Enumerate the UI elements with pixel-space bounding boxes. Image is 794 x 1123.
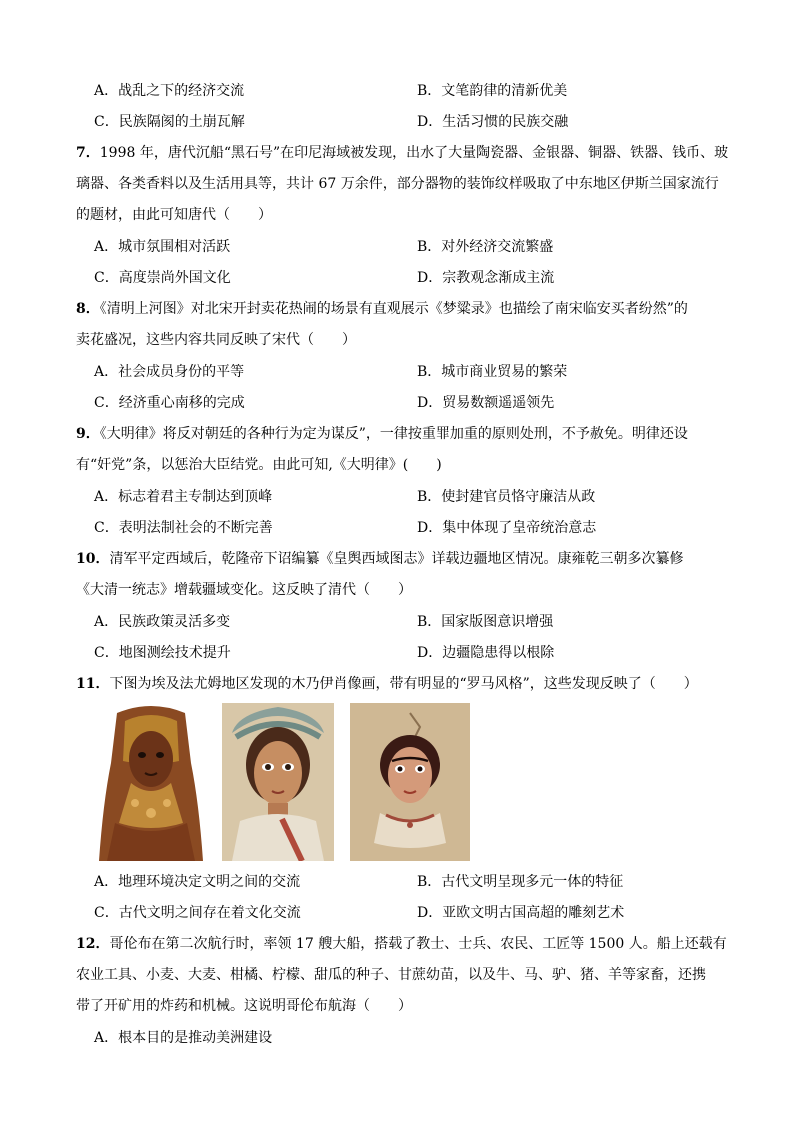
q7-option-d: D．宗教观念渐成主流: [417, 270, 555, 286]
q9-stem-line1: [76, 424, 726, 444]
q7-stem-line2: 璃器、各类香料以及生活用具等，共计 67 万余件，部分器物的装饰纹样吸取了中东地区伊斯兰国家流行: [76, 176, 719, 192]
q7-text1: 1998 年，唐代沉船“黑石号”在印尼海域被发现，出水了大量陶瓷器、金银器、铜器、铁器、钱币、玻: [99, 145, 729, 161]
q11-option-d: D．亚欧文明古国高超的雕刻艺术: [417, 905, 625, 921]
q11-stem-line1: [76, 674, 726, 694]
q11-text1: 下图为埃及法尤姆地区发现的木乃伊肖像画，带有明显的“罗马风格”，这些发现反映了（ ）: [109, 676, 698, 692]
q9-option-b: B．使封建官员恪守廉洁从政: [417, 489, 596, 505]
q9-number: 9．: [76, 426, 100, 442]
q12-number: 12．: [76, 936, 110, 952]
mummy-portraits-figure: [95, 703, 475, 863]
q12-option-a: A．根本目的是推动美洲建设: [94, 1030, 273, 1046]
mummy-portrait-1-image: [95, 703, 207, 861]
q8-option-a: A．社会成员身份的平等: [94, 364, 245, 380]
q7-stem-line3: 的题材，由此可知唐代（ ）: [76, 207, 272, 223]
q7-option-c: C．高度崇尚外国文化: [94, 270, 231, 286]
q9-option-c: C．表明法制社会的不断完善: [94, 520, 273, 536]
q10-option-b: B．国家版图意识增强: [417, 614, 554, 630]
q9-stem-line2: 有“奸党”条，以惩治大臣结党。由此可知,《大明律》( ): [76, 457, 442, 473]
q12-stem-line1: [76, 934, 726, 954]
q7-option-a: A．城市氛围相对活跃: [94, 239, 231, 255]
q8-number: 8．: [76, 301, 100, 317]
q7-stem-line1: [76, 143, 729, 163]
q9-option-d: D．集中体现了皇帝统治意志: [417, 520, 597, 536]
q8-text1: 《清明上河图》对北宋开封卖花热闹的场景有直观展示《梦粱录》也描绘了南宋临安买者纷然”的: [99, 301, 688, 317]
q9-option-a: A．标志着君主专制达到顶峰: [94, 489, 273, 505]
q10-number: 10．: [76, 551, 110, 567]
q10-option-a: A．民族政策灵活多变: [94, 614, 231, 630]
q8-option-b: B．城市商业贸易的繁荣: [417, 364, 568, 380]
q8-stem-line2: 卖花盛况，这些内容共同反映了宋代（ ）: [76, 332, 356, 348]
q12-stem-line2: 农业工具、小麦、大麦、柑橘、柠檬、甜瓜的种子、甘蔗幼苗，以及牛、马、驴、猪、羊等家畜，还携: [76, 967, 706, 983]
q9-text1: 《大明律》将反对朝廷的各种行为定为谋反”，一律按重罪加重的原则处刑，不予赦免。明律还设: [99, 426, 688, 442]
q11-option-a: A．地理环境决定文明之间的交流: [94, 874, 301, 890]
q7-number: 7．: [76, 145, 100, 161]
q6-option-a: A．战乱之下的经济交流: [94, 83, 245, 99]
q12-text1: 哥伦布在第二次航行时，率领 17 艘大船，搭载了教士、士兵、农民、工匠等 1500 人。船上还载有: [109, 936, 727, 952]
q10-stem-line2: 《大清一统志》增载疆域变化。这反映了清代（ ）: [76, 582, 412, 598]
q8-option-d: D．贸易数额遥遥领先: [417, 395, 555, 411]
mummy-portrait-2-image: [222, 703, 334, 861]
q10-option-c: C．地图测绘技术提升: [94, 645, 231, 661]
q10-text1: 清军平定西域后，乾隆帝下诏编纂《皇舆西域图志》详载边疆地区情况。康雍乾三朝多次纂修: [109, 551, 684, 567]
q11-number: 11．: [76, 676, 110, 692]
q10-option-d: D．边疆隐患得以根除: [417, 645, 555, 661]
q7-option-b: B．对外经济交流繁盛: [417, 239, 554, 255]
q8-stem-line1: [76, 299, 726, 319]
mummy-portrait-3-image: [350, 703, 470, 861]
q6-option-d: D．生活习惯的民族交融: [417, 114, 569, 130]
q12-stem-line3: 带了开矿用的炸药和机械。这说明哥伦布航海（ ）: [76, 998, 412, 1014]
q6-option-b: B．文笔韵律的清新优美: [417, 83, 568, 99]
q8-option-c: C．经济重心南移的完成: [94, 395, 245, 411]
q6-option-c: C．民族隔阂的土崩瓦解: [94, 114, 245, 130]
q11-option-b: B．古代文明呈现多元一体的特征: [417, 874, 624, 890]
q11-option-c: C．古代文明之间存在着文化交流: [94, 905, 301, 921]
q10-stem-line1: [76, 549, 726, 569]
